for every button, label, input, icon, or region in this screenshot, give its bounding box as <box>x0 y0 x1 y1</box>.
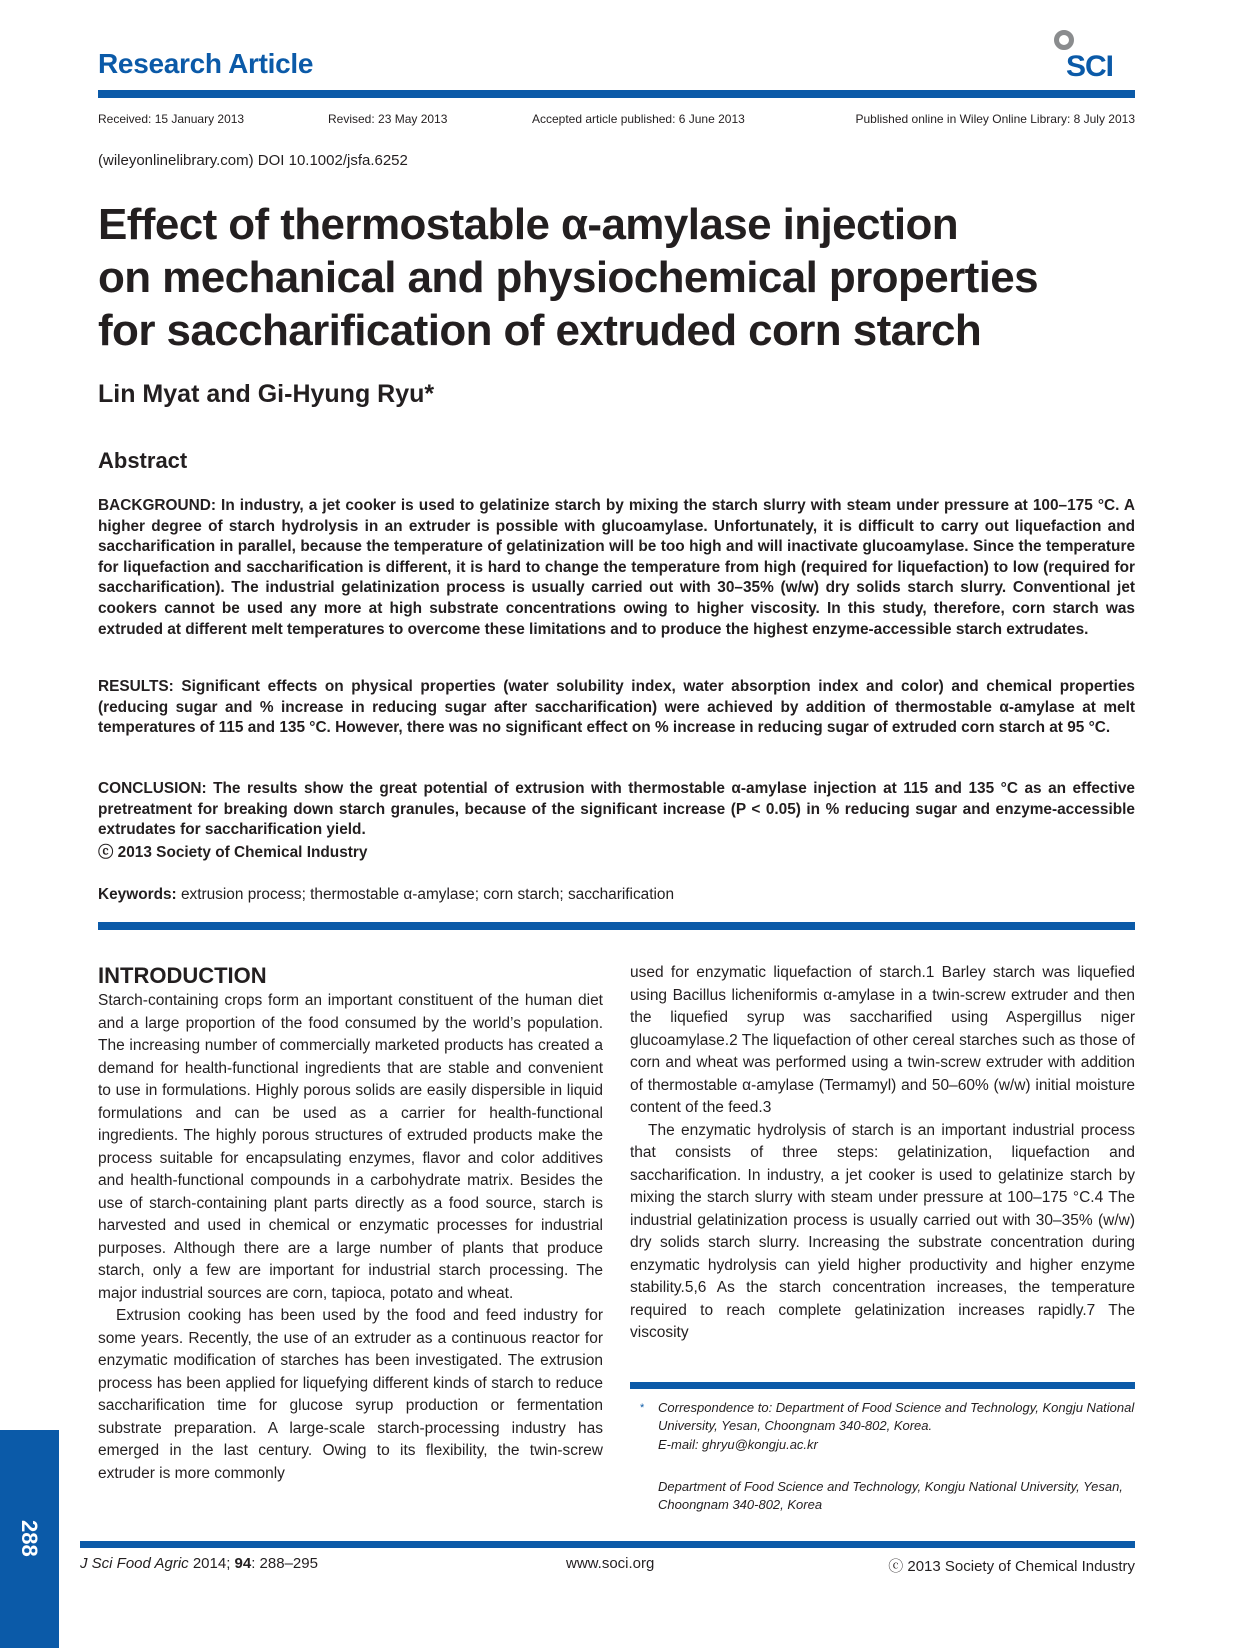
section-label: Research Article <box>98 48 314 79</box>
revised-date: Revised: 23 May 2013 <box>328 112 448 126</box>
published-date: Published online in Wiley Online Library: 8 July 2013 <box>855 112 1135 126</box>
left-column <box>98 990 603 1485</box>
sci-logo <box>1052 26 1130 86</box>
correspondence-address: Correspondence to: Department of Food Science and Technology, Kongju National University, Yesan, Choongnam 340-802, Korea. <box>658 1400 1135 1433</box>
logo-text: SCI <box>1066 50 1114 83</box>
page-number-tab <box>0 1430 59 1648</box>
intro-paragraph: The enzymatic hydrolysis of starch is an important industrial process that consists of three steps: gelatinization, liquefaction and saccharification. In industry, a jet cooker is used to gelatinize starch by mixing the starch slurry with steam under pressure at 100–175 °C.4 The industrial gelatinization process is usually carried out with 30–35% (w/w) dry solids starch slurry. Increasing the substrate concentration during enzymatic hydrolysis can yield higher productivity and higher enzyme stability.5,6 As the starch concentration increases, the temperature required to reach complete gelatinization increases rapidly.7 The viscosity <box>630 1121 1135 1341</box>
page-number: 288 <box>17 1520 42 1557</box>
intro-paragraph: used for enzymatic liquefaction of starch.1 Barley starch was liquefied using Bacillus licheniformis α-amylase in a twin-screw extruder and then the liquefied syrup was saccharified using Aspergillus niger glucoamylase.2 The liquefaction of other cereal starches such as those of corn and wheat was performed using a twin-screw extruder with addition of thermostable α-amylase (Termamyl) and 50–60% (w/w) initial moisture content of the feed.3 <box>630 964 1135 1116</box>
abstract-heading: Abstract <box>98 448 188 473</box>
doi-line: (wileyonlinelibrary.com) DOI 10.1002/jsfa.6252 <box>98 152 408 169</box>
authors: Lin Myat and Gi-Hyung Ryu* <box>98 380 435 408</box>
intro-paragraph: Extrusion cooking has been used by the food and feed industry for some years. Recently, the use of an extruder as a continuous reactor for enzymatic modification of starches has been investigated. The extrusion process has been applied for liquefying different kinds of starch to reduce saccharification time for glucose syrup production or fermentation substrate preparation. A large-scale starch-processing industry has emerged in the last century. Owing to its flexibility, the twin-screw extruder is more commonly <box>98 1307 603 1482</box>
website: www.soci.org <box>566 1555 655 1572</box>
keywords-text: extrusion process; thermostable α-amylase; corn starch; saccharification <box>180 886 675 903</box>
correspondence-rule <box>630 1382 1135 1389</box>
abstract-copyright: ⓒ 2013 Society of Chemical Industry <box>98 844 368 861</box>
logo-ring-icon <box>1054 30 1074 50</box>
journal-citation: J Sci Food Agric 2014; 94: 288–295 <box>80 1555 318 1572</box>
keywords-label: Keywords: <box>98 886 177 903</box>
accepted-date: Accepted article published: 6 June 2013 <box>532 112 745 126</box>
header-rule <box>98 90 1135 98</box>
introduction-heading: INTRODUCTION <box>98 963 267 988</box>
abstract-conclusion: CONCLUSION: The results show the great potential of extrusion with thermostable α-amylase injection at 115 and 135 °C as an effective pretreatment for breaking down starch granules, because of the significant increase (P < 0.05) in % reducing sugar and enzyme-accessible extrudates for saccharification yield. <box>98 780 1135 839</box>
affiliation: Department of Food Science and Technology, Kongju National University, Yesan, Choongnam 340-802, Korea <box>658 1479 1123 1512</box>
title-line: for saccharification of extruded corn starch <box>98 306 982 355</box>
title-line: Effect of thermostable α-amylase injection <box>98 200 959 249</box>
right-column <box>630 962 1135 1345</box>
keywords-line <box>98 886 674 904</box>
correspondence-email: E-mail: ghryu@kongju.ac.kr <box>658 1437 818 1452</box>
correspondence-marker: * <box>640 1402 645 1414</box>
title-line: on mechanical and physiochemical properties <box>98 253 1039 302</box>
footer-rule <box>80 1541 1135 1548</box>
received-date: Received: 15 January 2013 <box>98 112 245 126</box>
abstract-results: RESULTS: Significant effects on physical properties (water solubility index, water absorption index and color) and chemical properties (reducing sugar and % increase in reducing sugar after saccharification) were achieved by addition of thermostable α-amylase at melt temperatures of 115 and 135 °C. However, there was no significant effect on % increase in reducing sugar of extruded corn starch at 95 °C. <box>98 678 1135 737</box>
footer-copyright: ⓒ 2013 Society of Chemical Industry <box>888 1558 1135 1575</box>
abstract-rule <box>98 922 1135 930</box>
intro-paragraph: Starch-containing crops form an important constituent of the human diet and a large proportion of the food consumed by the world’s population. The increasing number of commercially marketed products has created a demand for health-functional ingredients that are stable and convenient to use in formulations. Highly porous solids are easily dispersible in liquid formulations and can be used as a carrier for health-functional ingredients. The highly porous structures of extruded products make the process suitable for encapsulating enzymes, flavor and color additives and health-functional compounds in a carbohydrate matrix. Besides the use of starch-containing plant parts directly as a food source, starch is harvested and used in chemical or enzymatic processes for industrial purposes. Although there are a large number of plants that produce starch, only a few are important for industrial starch processing. The major industrial sources are corn, tapioca, potato and wheat. <box>98 992 603 1302</box>
abstract-background: BACKGROUND: In industry, a jet cooker is used to gelatinize starch by mixing the starch slurry with steam under pressure at 100–175 °C. A higher degree of starch hydrolysis in an extruder is possible with glucoamylase. Unfortunately, it is difficult to carry out liquefaction and saccharification in parallel, because the temperature of gelatinization will be too high and will inactivate glucoamylase. Since the temperature for liquefaction and saccharification is different, it is hard to change the temperature from high (required for liquefaction) to low (required for saccharification). The industrial gelatinization process is usually carried out with 30–35% (w/w) dry solids starch slurry. Conventional jet cookers cannot be used any more at high substrate concentrations owing to higher viscosity. In this study, therefore, corn starch was extruded at different melt temperatures to overcome these limitations and to produce the highest enzyme-accessible starch extrudates. <box>98 497 1135 638</box>
article-title <box>98 198 1148 357</box>
